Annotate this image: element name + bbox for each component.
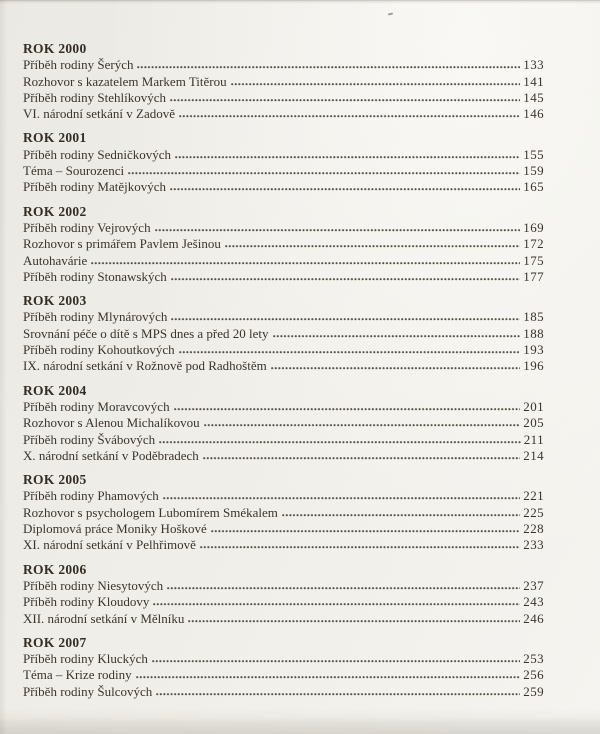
toc-entry-row	[23, 505, 544, 521]
section-year-heading: ROK 2001	[23, 130, 87, 146]
entry-page-number: 256	[523, 667, 544, 683]
toc-entry-row	[23, 220, 544, 236]
dot-leader	[163, 490, 521, 500]
entry-page-number: 185	[523, 309, 544, 325]
entry-title: Příběh rodiny Matějkových	[23, 179, 166, 195]
dot-leader	[231, 76, 521, 86]
dot-leader	[171, 311, 520, 321]
dot-leader	[175, 149, 520, 159]
section-year-heading: ROK 2004	[23, 382, 87, 398]
entry-page-number: 145	[523, 89, 544, 105]
toc-entry-row	[23, 537, 544, 553]
entry-title: Příběh rodiny Šerých	[23, 57, 134, 73]
entry-title: Příběh rodiny Kluckých	[23, 651, 148, 667]
toc-entry-row	[23, 488, 544, 504]
entry-page-number: 259	[523, 683, 544, 699]
toc-entry-row	[23, 667, 544, 683]
entry-title: Rozhovor s psychologem Lubomírem Smékalem	[23, 504, 278, 520]
toc-entry-row	[23, 179, 544, 195]
entry-title: Příběh rodiny Stonawských	[23, 268, 167, 284]
entry-title: Téma – Krize rodiny	[23, 667, 132, 683]
toc-entry-row	[23, 611, 544, 627]
entry-page-number: 133	[523, 57, 544, 73]
entry-page-number: 225	[523, 504, 544, 520]
toc-entry-row	[23, 269, 544, 285]
entry-page-number: 188	[523, 325, 544, 341]
toc-entry-row	[23, 578, 544, 594]
entry-title: Příběh rodiny Mlynárových	[23, 309, 168, 325]
dot-leader	[156, 686, 520, 696]
entry-title: Rozhovor s primářem Pavlem Ješinou	[23, 236, 221, 252]
entry-page-number: 228	[523, 521, 544, 537]
entry-page-number: 175	[523, 252, 544, 268]
toc-section	[23, 383, 544, 464]
toc-entry-row	[23, 521, 544, 537]
entry-title: Příběh rodiny Phamových	[23, 488, 159, 504]
toc-entry-row	[23, 651, 544, 667]
dot-leader	[171, 271, 521, 281]
entry-title: Autohavárie	[23, 252, 88, 268]
toc-entry-row	[23, 326, 544, 342]
entry-page-number: 243	[523, 594, 544, 610]
toc-section	[23, 130, 544, 195]
dot-leader	[167, 580, 520, 590]
entry-page-number: 141	[523, 73, 544, 89]
dot-leader	[179, 344, 521, 354]
entry-page-number: 165	[523, 179, 544, 195]
entry-page-number: 233	[523, 537, 544, 553]
entry-page-number: 146	[523, 106, 544, 122]
entry-page-number: 172	[523, 236, 544, 252]
entry-page-number: 214	[523, 447, 544, 463]
toc-section	[23, 472, 544, 553]
dot-leader	[170, 92, 520, 102]
entry-title: Příběh rodiny Stehlíkových	[23, 89, 166, 105]
entry-page-number: 211	[523, 431, 544, 447]
dot-leader	[211, 523, 521, 533]
entry-title: Příběh rodiny Šulcových	[23, 683, 153, 699]
entry-title: Příběh rodiny Švábových	[23, 431, 156, 447]
entry-page-number: 201	[523, 398, 544, 414]
toc-entry-row	[23, 57, 544, 73]
dot-leader	[282, 507, 520, 517]
dot-leader	[200, 539, 520, 549]
entry-title: Srovnání péče o dítě s MPS dnes a před 20 lety	[23, 325, 269, 341]
dot-leader	[271, 360, 521, 370]
entry-title: Diplomová práce Moniky Hoškové	[23, 521, 207, 537]
toc-section	[23, 204, 544, 285]
entry-title: Příběh rodiny Sedničkových	[23, 146, 172, 162]
toc-entry-row	[23, 106, 544, 122]
dot-leader	[203, 450, 520, 460]
entry-page-number: 205	[523, 415, 544, 431]
toc-entry-row	[23, 358, 544, 374]
entry-title: IX. národní setkání v Rožnově pod Radhoštěm	[23, 358, 267, 374]
scan-speck	[388, 13, 393, 16]
entry-page-number: 169	[523, 219, 544, 235]
entry-title: X. národní setkání v Poděbradech	[23, 447, 199, 463]
toc-entry-row	[23, 399, 544, 415]
entry-title: Příběh rodiny Moravcových	[23, 398, 170, 414]
dot-leader	[225, 238, 520, 248]
section-year-heading: ROK 2006	[23, 561, 87, 577]
section-year-heading: ROK 2000	[23, 41, 87, 56]
entry-title: XI. národní setkání v Pelhřimově	[23, 537, 196, 553]
toc-entry-row	[23, 309, 544, 325]
entry-title: Příběh rodiny Kohoutkových	[23, 342, 175, 358]
entry-page-number: 155	[523, 146, 544, 162]
entry-page-number: 177	[523, 268, 544, 284]
entry-title: XII. národní setkání v Mělníku	[23, 610, 185, 626]
dot-leader	[179, 108, 520, 118]
section-year-heading: ROK 2005	[23, 472, 87, 488]
dot-leader	[204, 417, 521, 427]
dot-leader	[159, 434, 521, 444]
entry-page-number: 159	[523, 163, 544, 179]
toc-entry-row	[23, 74, 544, 90]
section-year-heading: ROK 2003	[23, 293, 87, 309]
toc-entry-row	[23, 90, 544, 106]
section-year-heading: ROK 2007	[23, 634, 87, 650]
toc-entry-row	[23, 684, 544, 700]
entry-page-number: 246	[523, 610, 544, 626]
entry-title: Téma – Sourozenci	[23, 163, 125, 179]
section-year-heading: ROK 2002	[23, 203, 87, 219]
toc-entry-row	[23, 448, 544, 464]
entry-page-number: 237	[523, 577, 544, 593]
toc-list	[23, 41, 544, 700]
dot-leader	[153, 596, 520, 606]
dot-leader	[174, 401, 521, 411]
toc-section	[23, 41, 544, 122]
entry-title: Rozhovor s Alenou Michalíkovou	[23, 415, 200, 431]
dot-leader	[137, 59, 520, 69]
dot-leader	[155, 222, 521, 232]
entry-page-number: 193	[523, 342, 544, 358]
entry-title: VI. národní setkání v Zadově	[23, 106, 175, 122]
toc-entry-row	[23, 415, 544, 431]
toc-entry-row	[23, 147, 544, 163]
entry-page-number: 221	[523, 488, 544, 504]
dot-leader	[152, 653, 520, 663]
dot-leader	[128, 165, 520, 175]
dot-leader	[136, 669, 521, 679]
entry-title: Příběh rodiny Niesytových	[23, 577, 164, 593]
entry-page-number: 253	[523, 651, 544, 667]
dot-leader	[170, 181, 520, 191]
entry-page-number: 196	[523, 358, 544, 374]
toc-section	[23, 562, 544, 627]
toc-section	[23, 293, 544, 374]
toc-entry-row	[23, 342, 544, 358]
toc-entry-row	[23, 236, 544, 252]
entry-title: Rozhovor s kazatelem Markem Titěrou	[23, 73, 227, 89]
toc-section	[23, 635, 544, 700]
entry-title: Příběh rodiny Kloudovy	[23, 594, 150, 610]
toc-entry-row	[23, 253, 544, 269]
dot-leader	[91, 255, 520, 265]
dot-leader	[188, 613, 520, 623]
toc-entry-row	[23, 163, 544, 179]
toc-entry-row	[23, 432, 544, 448]
toc-entry-row	[23, 594, 544, 610]
entry-title: Příběh rodiny Vejrových	[23, 219, 151, 235]
dot-leader	[273, 328, 521, 338]
